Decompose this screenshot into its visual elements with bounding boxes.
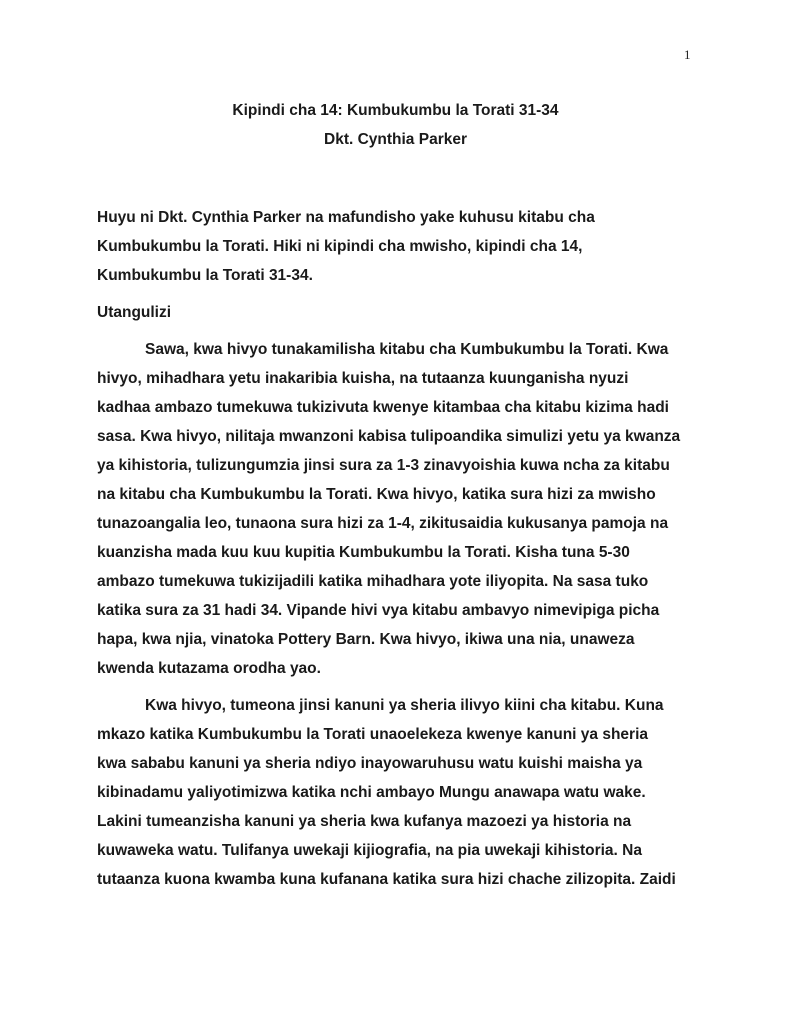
text-line: ya kihistoria, tulizungumzia jinsi sura za 1-3 zinavyoishia kuwa ncha za kitabu <box>97 457 670 474</box>
intro-paragraph <box>97 203 697 290</box>
text-line: tutaanza kuona kwamba kuna kufanana katika sura hizi chache zilizopita. Zaidi <box>97 871 676 888</box>
text-line: kwenda kutazama orodha yao. <box>97 660 321 677</box>
page-number: 1 <box>684 47 691 62</box>
title-block <box>0 96 791 154</box>
text-line: kibinadamu yaliyotimizwa katika nchi ambayo Mungu anawapa watu wake. <box>97 784 646 801</box>
section-heading: Utangulizi <box>97 304 172 321</box>
text-line: kuwaweka watu. Tulifanya uwekaji kijiografia, na pia uwekaji kihistoria. Na <box>97 842 642 859</box>
text-line: Kumbukumbu la Torati. Hiki ni kipindi cha mwisho, kipindi cha 14, <box>97 238 583 255</box>
page-title: Kipindi cha 14: Kumbukumbu la Torati 31-34 <box>232 102 559 119</box>
text-line: katika sura za 31 hadi 34. Vipande hivi vya kitabu ambavyo nimevipiga picha <box>97 602 660 619</box>
text-line: Kwa hivyo, tumeona jinsi kanuni ya sheria ilivyo kiini cha kitabu. Kuna <box>145 697 664 714</box>
text-line: hivyo, mihadhara yetu inakaribia kuisha, na tutaanza kuunganisha nyuzi <box>97 370 629 387</box>
text-line: kuanzisha mada kuu kuu kupitia Kumbukumbu la Torati. Kisha tuna 5-30 <box>97 544 630 561</box>
text-line: na kitabu cha Kumbukumbu la Torati. Kwa hivyo, katika sura hizi za mwisho <box>97 486 656 503</box>
text-line: ambazo tumekuwa tukizijadili katika mihadhara yote iliyopita. Na sasa tuko <box>97 573 649 590</box>
body-paragraph-1 <box>97 335 697 683</box>
body-paragraph-2 <box>97 691 697 894</box>
text-line: Huyu ni Dkt. Cynthia Parker na mafundisho yake kuhusu kitabu cha <box>97 209 595 226</box>
text-line: hapa, kwa njia, vinatoka Pottery Barn. Kwa hivyo, ikiwa una nia, unaweza <box>97 631 635 648</box>
document-body <box>97 203 697 894</box>
author-name: Dkt. Cynthia Parker <box>324 131 467 148</box>
text-line: Lakini tumeanzisha kanuni ya sheria kwa kufanya mazoezi ya historia na <box>97 813 632 830</box>
text-line: mkazo katika Kumbukumbu la Torati unaoelekeza kwenye kanuni ya sheria <box>97 726 649 743</box>
text-line: kwa sababu kanuni ya sheria ndiyo inayowaruhusu watu kuishi maisha ya <box>97 755 643 772</box>
text-line: Kumbukumbu la Torati 31-34. <box>97 267 313 284</box>
text-line: sasa. Kwa hivyo, nilitaja mwanzoni kabisa tulipoandika simulizi yetu ya kwanza <box>97 428 681 445</box>
text-line: tunazoangalia leo, tunaona sura hizi za 1-4, zikitusaidia kukusanya pamoja na <box>97 515 669 532</box>
text-line: Sawa, kwa hivyo tunakamilisha kitabu cha Kumbukumbu la Torati. Kwa <box>145 341 669 358</box>
text-line: kadhaa ambazo tumekuwa tukizivuta kwenye kitambaa cha kitabu kizima hadi <box>97 399 669 416</box>
